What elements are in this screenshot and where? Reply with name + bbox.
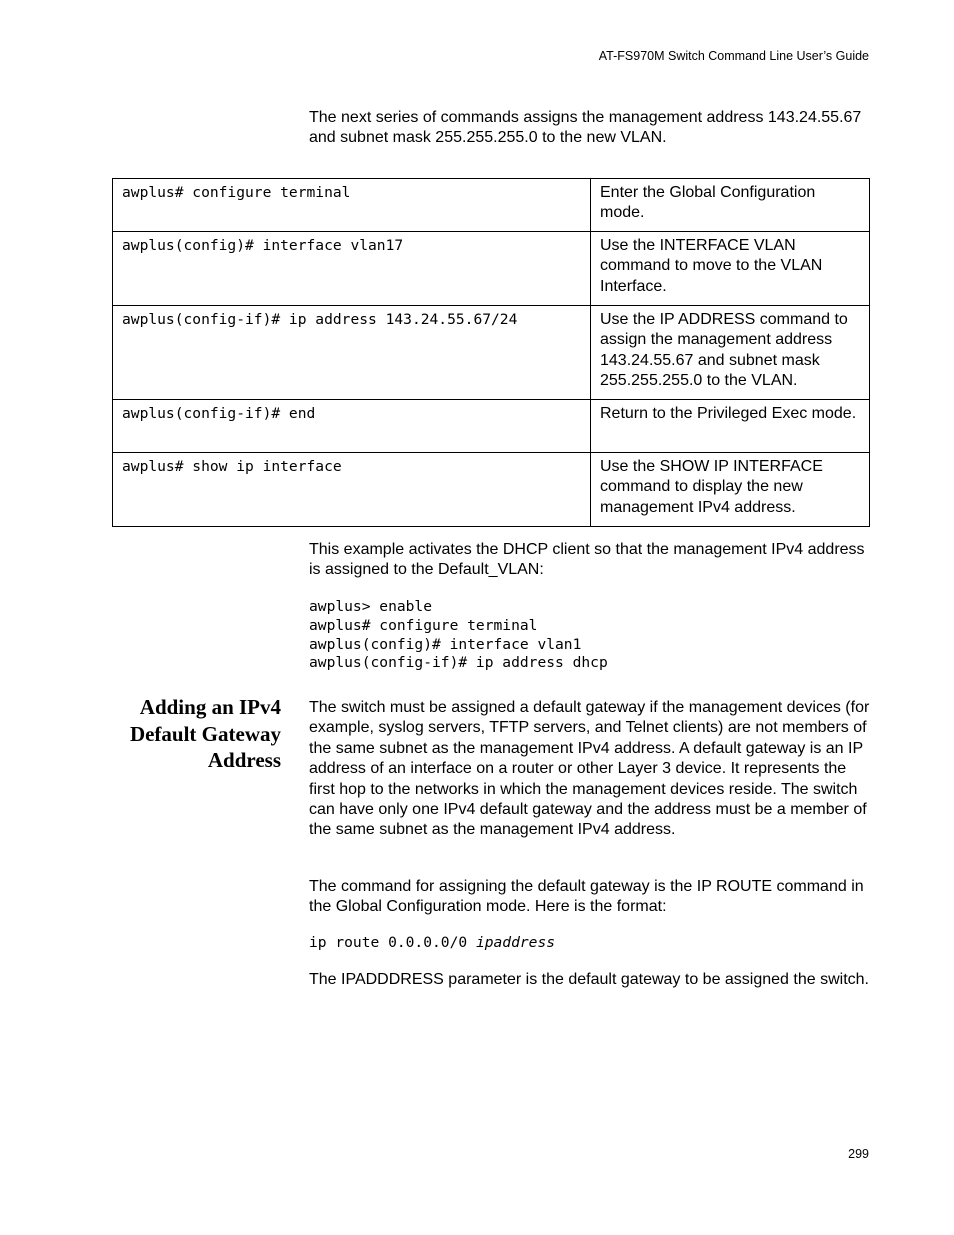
- table-row: [113, 400, 870, 453]
- parameter-paragraph: The IPADDDRESS parameter is the default gateway to be assigned the switch.: [309, 971, 869, 988]
- page-number: 299: [848, 1147, 869, 1161]
- dhcp-intro-paragraph: This example activates the DHCP client so that the management IPv4 address is assigned to the Default_VLAN:: [309, 541, 865, 579]
- description-cell: Use the SHOW IP INTERFACE command to display the new management IPv4 address.: [591, 453, 870, 527]
- table-row: [113, 179, 870, 232]
- gateway-paragraph: The switch must be assigned a default gateway if the management devices (for example, syslog servers, TFTP servers, and Telnet clients) are not members of the same subnet as the management IPv4 address. A default gateway is an IP address of an interface on a router or other Layer 3 device. It represents the first hop to the networks in which the management devices reside. The switch can have only one IPv4 default gateway and the address must be a member of the same subnet as the management IPv4 address.: [309, 699, 870, 839]
- command-cell: awplus(config)# interface vlan17: [113, 232, 591, 306]
- section-heading: [100, 694, 281, 774]
- description-cell: Use the IP ADDRESS command to assign the management address 143.24.55.67 and subnet mask 255.255.255.0 to the VLAN.: [591, 306, 870, 400]
- heading-line: Adding an IPv4: [139, 695, 281, 719]
- command-cell: awplus(config-if)# end: [113, 400, 591, 453]
- running-header: AT-FS970M Switch Command Line User’s Guide: [598, 49, 869, 63]
- command-cell: awplus(config-if)# ip address 143.24.55.67/24: [113, 306, 591, 400]
- table-row: [113, 232, 870, 306]
- dhcp-code-block: awplus> enable awplus# configure terminal awplus(config)# interface vlan1 awplus(config-if)# ip address dhcp: [309, 598, 608, 672]
- command-format-paragraph: The command for assigning the default gateway is the IP ROUTE command in the Global Configuration mode. Here is the format:: [309, 878, 864, 916]
- table-row: [113, 306, 870, 400]
- command-format: [309, 934, 555, 951]
- table-row: [113, 453, 870, 527]
- heading-line: Address: [207, 748, 281, 772]
- description-cell: Enter the Global Configuration mode.: [591, 179, 870, 232]
- format-parameter: ipaddress: [475, 934, 556, 951]
- heading-line: Default Gateway: [129, 721, 281, 746]
- command-table: [112, 178, 870, 527]
- command-cell: awplus# configure terminal: [113, 179, 591, 232]
- command-cell: awplus# show ip interface: [113, 453, 591, 527]
- description-cell: Use the INTERFACE VLAN command to move to the VLAN Interface.: [591, 232, 870, 306]
- intro-paragraph: The next series of commands assigns the management address 143.24.55.67 and subnet mask 255.255.255.0 to the new VLAN.: [309, 109, 862, 147]
- description-cell: Return to the Privileged Exec mode.: [591, 400, 870, 453]
- format-command: ip route 0.0.0.0/0: [309, 934, 476, 951]
